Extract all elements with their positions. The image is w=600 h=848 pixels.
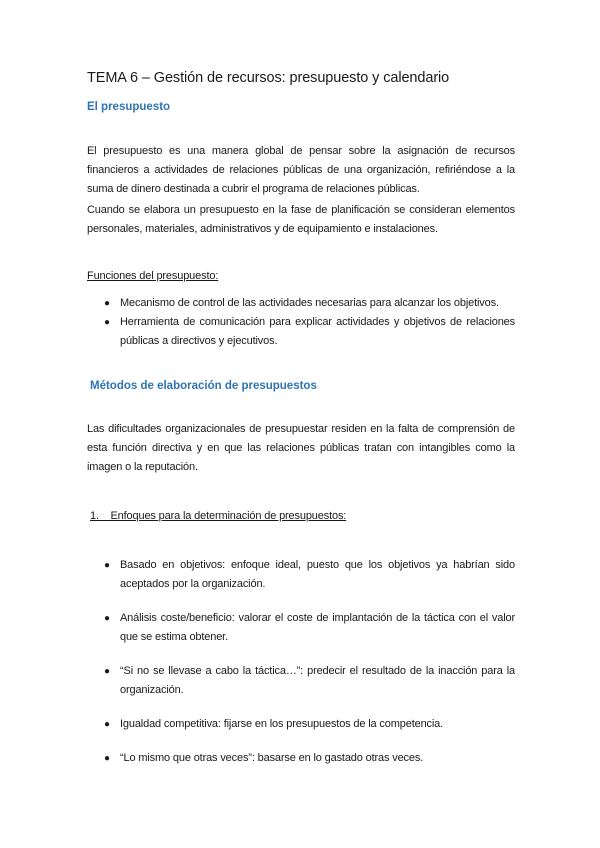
document-title: TEMA 6 – Gestión de recursos: presupuesto y calendario xyxy=(87,70,450,86)
functions-heading: Funciones del presupuesto: xyxy=(87,270,219,282)
bullet-icon: ● xyxy=(104,753,110,764)
approaches-list xyxy=(87,556,515,783)
list-item: ● “Si no se llevase a cabo la táctica…”: predecir el resultado de la inacción para la organización. xyxy=(87,662,515,700)
bullet-icon: ● xyxy=(104,719,110,730)
list-item: ● Herramienta de comunicación para explicar actividades y objetivos de relaciones públicas a directivos y ejecutivos. xyxy=(87,313,515,351)
paragraph-definition: El presupuesto es una manera global de pensar sobre la asignación de recursos financieros a actividades de relaciones públicas de una organización, refiriéndose a la suma de dinero destinada a cubrir el programa de relaciones públicas. xyxy=(87,145,515,195)
list-item: ● Mecanismo de control de las actividades necesarias para alcanzar los objetivos. xyxy=(87,294,515,313)
section-heading-presupuesto: El presupuesto xyxy=(87,101,171,113)
functions-list xyxy=(87,294,515,351)
list-item: ● Basado en objetivos: enfoque ideal, puesto que los objetivos ya habrían sido aceptados por la organización. xyxy=(87,556,515,594)
bullet-icon: ● xyxy=(104,560,110,571)
bullet-icon: ● xyxy=(104,298,110,309)
paragraph-difficulties: Las dificultades organizacionales de presupuestar residen en la falta de comprensión de esta función directiva y en que las relaciones públicas tratan con intangibles como la imagen o la reputación. xyxy=(87,423,515,473)
approaches-heading: 1. Enfoques para la determinación de presupuestos: xyxy=(90,510,347,522)
bullet-icon: ● xyxy=(104,317,110,328)
list-item: ● “Lo mismo que otras veces”: basarse en lo gastado otras veces. xyxy=(87,749,515,768)
list-item: ● Igualdad competitiva: fijarse en los presupuestos de la competencia. xyxy=(87,715,515,734)
bullet-icon: ● xyxy=(104,613,110,624)
section-heading-metodos: Métodos de elaboración de presupuestos xyxy=(90,380,317,392)
list-item: ● Análisis coste/beneficio: valorar el coste de implantación de la táctica con el valor que se estima obtener. xyxy=(87,609,515,647)
paragraph-planning: Cuando se elabora un presupuesto en la fase de planificación se consideran elementos personales, materiales, administrativos y de equipamiento e instalaciones. xyxy=(87,204,515,235)
bullet-icon: ● xyxy=(104,666,110,677)
